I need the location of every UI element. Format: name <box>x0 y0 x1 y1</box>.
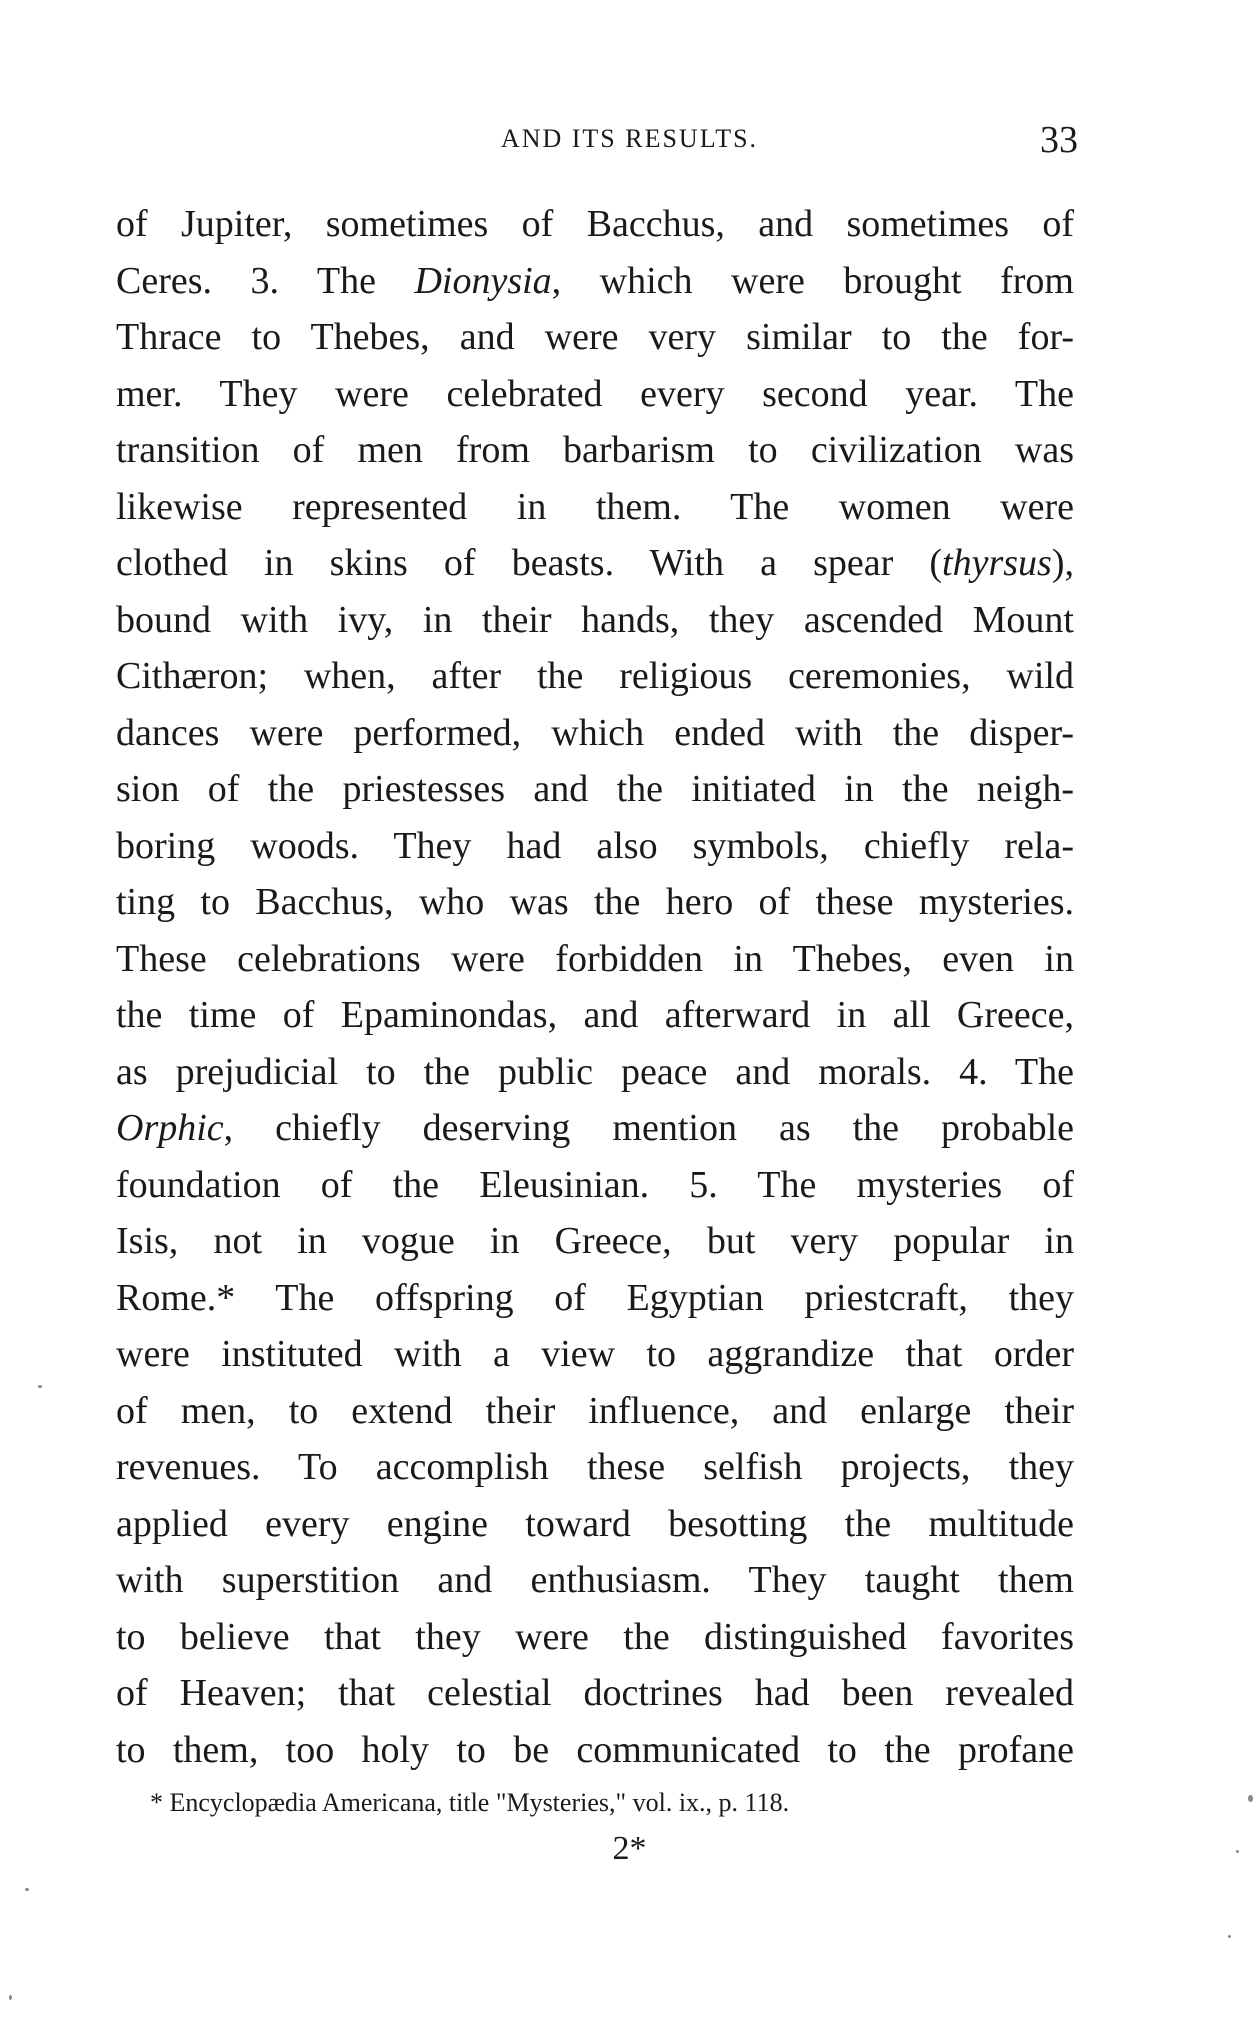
body-line: These celebrations were forbidden in Thebes, even in <box>116 937 1074 980</box>
body-line: dances were performed, which ended with the disper- <box>116 711 1074 754</box>
scan-speck <box>1236 1850 1239 1853</box>
body-line: sion of the priestesses and the initiated in the neigh- <box>116 768 1074 810</box>
body-line: bound with ivy, in their hands, they ascended Mount <box>116 598 1074 641</box>
body-line: Orphic, chiefly deserving mention as the probable <box>116 1107 1074 1149</box>
body-line: Thrace to Thebes, and were very similar to the for- <box>116 316 1074 358</box>
body-line: Rome.* The offspring of Egyptian priestcraft, they <box>116 1276 1074 1319</box>
body-line: as prejudicial to the public peace and morals. 4. The <box>116 1050 1074 1093</box>
body-line: revenues. To accomplish these selfish projects, they <box>116 1446 1074 1488</box>
body-line: transition of men from barbarism to civilization was <box>116 429 1074 471</box>
scan-speck <box>1248 1795 1253 1802</box>
body-line: of Heaven; that celestial doctrines had been revealed <box>116 1672 1074 1714</box>
signature-mark: 2* <box>612 1830 647 1867</box>
body-line: mer. They were celebrated every second year. The <box>116 372 1074 415</box>
scan-speck <box>25 1888 29 1891</box>
body-line: the time of Epaminondas, and afterward in all Greece, <box>116 994 1074 1036</box>
italic-term: thyrsus <box>942 542 1052 584</box>
body-line: Isis, not in vogue in Greece, but very popular in <box>116 1220 1074 1262</box>
body-text <box>116 196 1074 1778</box>
footnote: * Encyclopædia Americana, title "Mysteries," vol. ix., p. 118. <box>150 1788 790 1817</box>
body-line: of men, to extend their influence, and enlarge their <box>116 1389 1074 1432</box>
scan-speck <box>9 1995 12 2000</box>
scan-speck <box>1228 1935 1231 1938</box>
body-line: foundation of the Eleusinian. 5. The mysteries of <box>116 1163 1074 1206</box>
body-line: to them, too holy to be communicated to the profane <box>116 1728 1074 1771</box>
body-line: Cithæron; when, after the religious ceremonies, wild <box>116 655 1074 697</box>
body-line: boring woods. They had also symbols, chiefly rela- <box>116 824 1074 867</box>
body-line: to believe that they were the distinguished favorites <box>116 1615 1074 1658</box>
body-line: of Jupiter, sometimes of Bacchus, and sometimes of <box>116 203 1074 245</box>
running-title: AND ITS RESULTS. <box>500 124 759 153</box>
body-line: were instituted with a view to aggrandize that order <box>116 1333 1074 1375</box>
running-head <box>0 118 1259 168</box>
scan-speck <box>38 1385 42 1388</box>
body-line: applied every engine toward besotting the multitude <box>116 1502 1074 1545</box>
page-number: 33 <box>1040 119 1078 161</box>
italic-term: Orphic <box>116 1107 224 1149</box>
body-line: Ceres. 3. The Dionysia, which were brought from <box>116 259 1074 302</box>
body-line: clothed in skins of beasts. With a spear (thyrsus), <box>116 542 1074 584</box>
body-line: with superstition and enthusiasm. They taught them <box>116 1559 1074 1601</box>
italic-term: Dionysia <box>414 259 552 302</box>
body-line: ting to Bacchus, who was the hero of these mysteries. <box>116 881 1074 923</box>
body-line: likewise represented in them. The women were <box>116 485 1074 528</box>
